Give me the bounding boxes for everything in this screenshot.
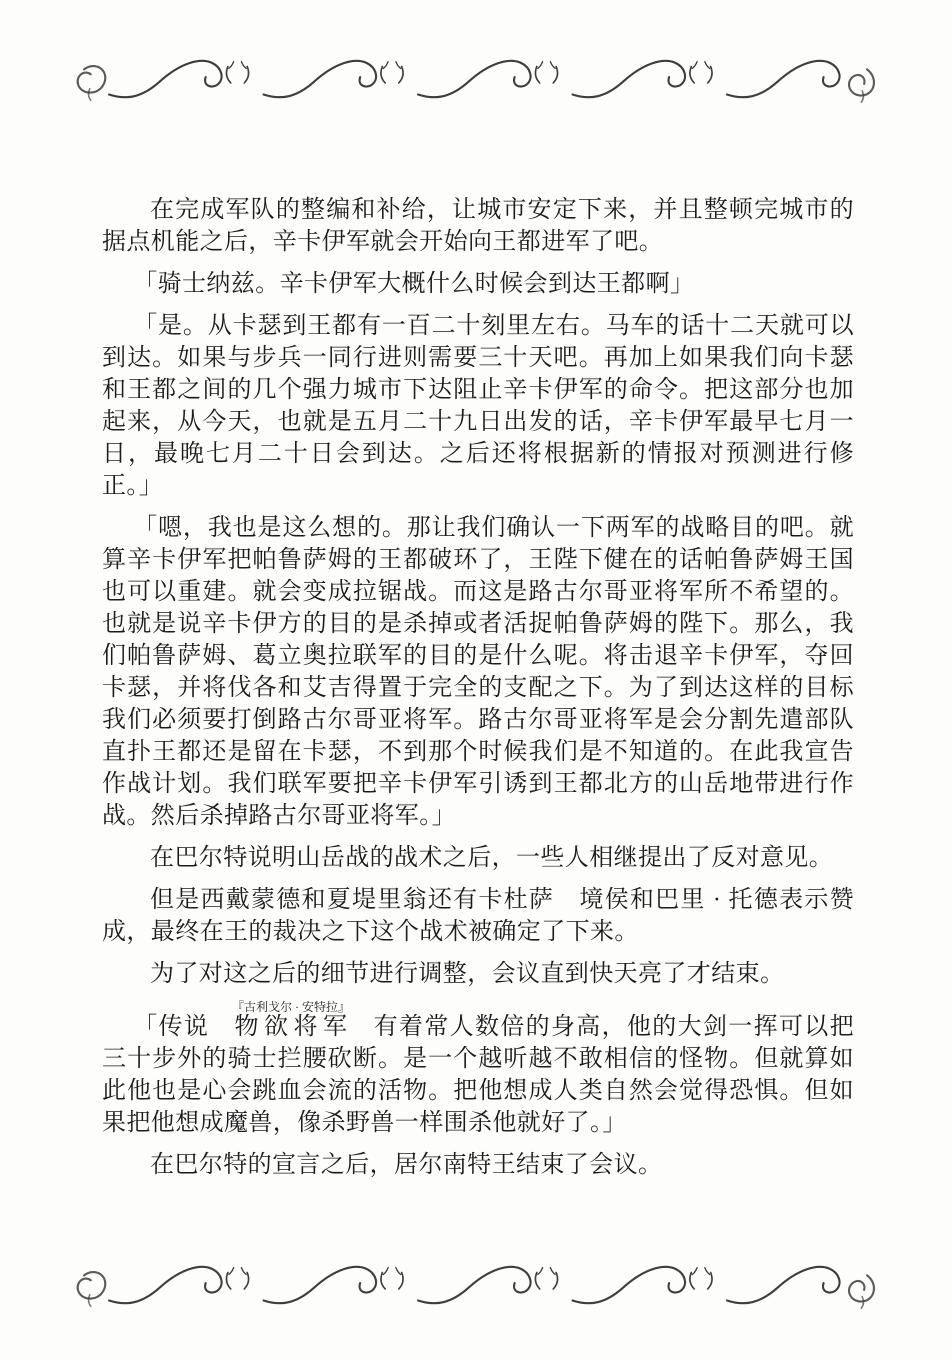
paragraph-narration: 在完成军队的整编和补给，让城市安定下来，并且整顿完城市的据点机能之后，辛卡伊军就会开始向王都进军了吧。 [102, 197, 854, 255]
ruby-before-text: 「传说 [133, 1014, 235, 1040]
ruby-annotation [231, 1000, 350, 1040]
novel-text-block [102, 194, 854, 1191]
paragraph-narration: 在巴尔特的宣言之后，居尔南特王结束了会议。 [150, 1152, 663, 1178]
paragraph-dialogue: 「骑士纳兹。辛卡伊军大概什么时候会到达王都啊」 [133, 271, 695, 297]
paragraph-dialogue: 「嗯，我也是这么想的。那让我们确认一下两军的战略目的吧。就算辛卡伊军把帕鲁萨姆的王都破环了，王陛下健在的话帕鲁萨姆王国也可以重建。就会变成拉锯战。而这是路古尔哥亚将军所不希望的。也就是说辛卡伊方的目的是杀掉或者活捉帕鲁萨姆的陛下。那么，我们帕鲁萨姆、葛立奥拉联军的目的是什么呢。将击退辛卡伊军，夺回卡瑟，并将伐各和艾吉得置于完全的支配之下。为了到达这样的目标我们必须要打倒路古尔哥亚将军。路古尔哥亚将军是会分割先遣部队直扑王都还是留在卡瑟，不到那个时候我们是不知道的。在此我宣告作战计划。我们联军要把辛卡伊军引诱到王都北方的山岳地带进行作战。然后杀掉路古尔哥亚将军。」 [102, 515, 854, 829]
ruby-base: 物欲将军 [231, 1014, 350, 1040]
ruby-after-text: 有着常人数倍的身高，他的大剑一挥可以把三十步外的骑士拦腰砍断。是一个越听越不敢相信的怪物。但就算如此他也是心会跳血会流的活物。把他想成人类自然会觉得恐惧。但如果把他想成魔兽，像杀野兽一样围杀他就好了。」 [102, 1014, 855, 1136]
paragraph-narration: 但是西戴蒙德和夏堤里翁还有卡杜萨 境侯和巴里 · 托德表示赞成，最终在王的裁决之下这个战术被确定了下来。 [102, 887, 854, 945]
paragraph-narration: 为了对这之后的细节进行调整，会议直到快天亮了才结束。 [150, 961, 785, 987]
paragraph-narration: 在巴尔特说明山岳战的战术之后，一些人相继提出了反对意见。 [150, 845, 834, 871]
paragraph-dialogue: 「是。从卡瑟到王都有一百二十刻里左右。马车的话十二天就可以到达。如果与步兵一同行进则需要三十天吧。再加上如果我们向卡瑟和王都之间的几个强力城市下达阻止辛卡伊军的命令。把这部分也加起来，从今天，也就是五月二十九日出发的话，辛卡伊军最早七月一日，最晚七月二十日会到达。之后还将根据新的情报对预测进行修正。」 [102, 313, 854, 499]
paragraph-dialogue-with-ruby [102, 1000, 854, 1139]
bottom-flourish-border [60, 1258, 892, 1314]
top-flourish-border [60, 52, 892, 108]
ruby-gloss: 『古利戈尔 · 安特拉』 [231, 1000, 350, 1014]
